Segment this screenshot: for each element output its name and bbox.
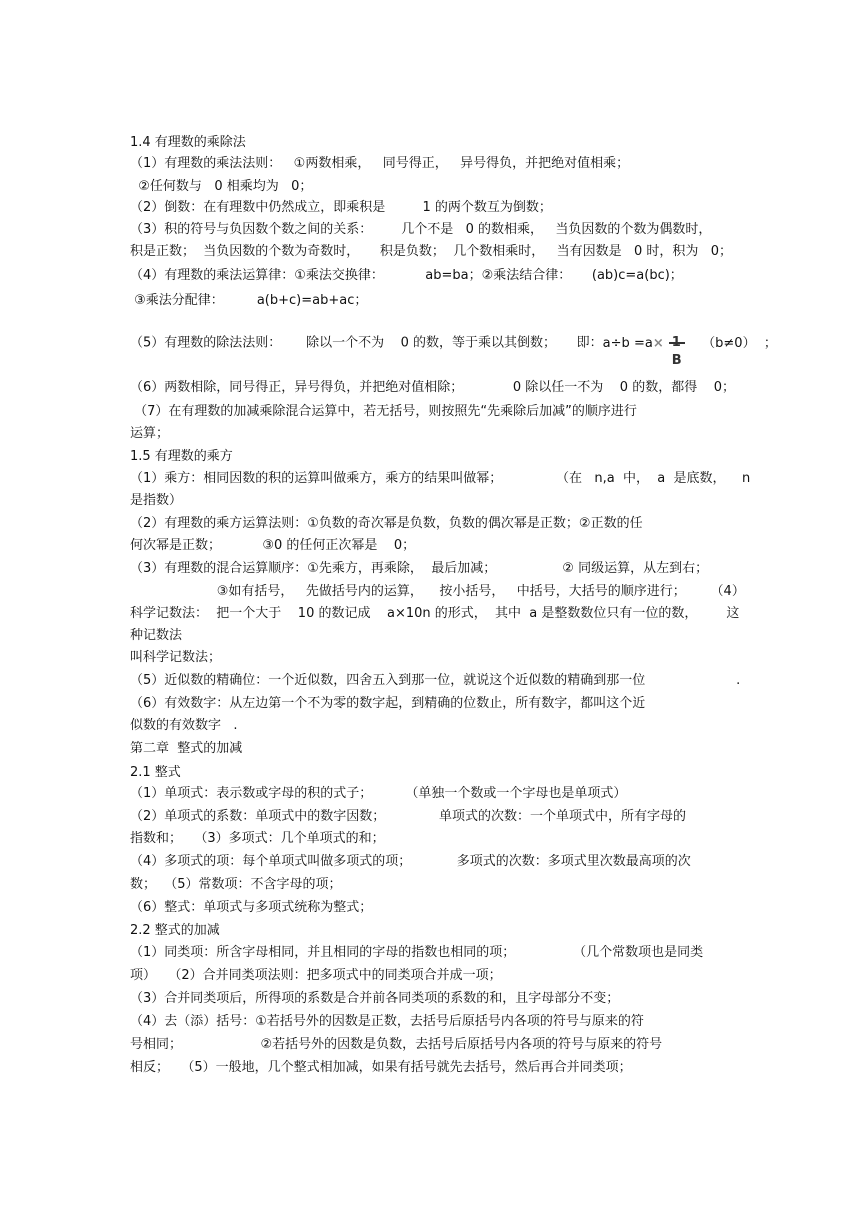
text-line: 1.5 有理数的乘方 <box>130 449 233 464</box>
formula-lhs: a <box>602 335 611 351</box>
text-line: （1）同类项：所含字母相同，并且相同的字母的指数也相同的项； （几个常数项也是同类 <box>130 945 704 960</box>
text-line: ③乘法分配律： a(b+c)=ab+ac； <box>130 293 368 308</box>
text-line: 积是正数； 当负因数的个数为奇数时， 积是负数； 几个数相乘时， 当有因数是 0 时，积为 0； <box>130 244 733 259</box>
text-line: （1）乘方：相同因数的积的运算叫做乘方，乘方的结果叫做幂； （在 n,a 中， a 是底数， n <box>130 471 751 486</box>
text-line: （4）去（添）括号：①若括号外的因数是正数，去括号后原括号内各项的符号与原来的符 <box>130 1014 644 1029</box>
formula-b: b <box>621 335 630 351</box>
fraction <box>666 326 688 368</box>
text-line: （7）在有理数的加减乘除混合运算中，若无括号，则按照先“先乘除后加减”的顺序进行 <box>130 404 637 419</box>
text-line: 科学记数法： 把一个大于 10 的数记成 a×10n 的形式， 其中 a 是整数数位只有一位的数， 这 <box>130 606 740 621</box>
text-line: 相反； （5）一般地，几个整式相加减，如果有括号就先去括号，然后再合并同类项； <box>130 1060 632 1075</box>
text-line: （4）多项式的项：每个单项式叫做多项式的项； 多项式的次数：多项式里次数最高项的次 <box>130 854 691 869</box>
text-line: 1.4 有理数的乘除法 <box>130 135 246 150</box>
text-line: 项） （2）合并同类项法则：把多项式中的同类项合并成一项； <box>130 968 502 983</box>
text-line: （2）单项式的系数：单项式中的数字因数； 单项式的次数：一个单项式中，所有字母的 <box>130 809 686 824</box>
text-line: （6）有效数字：从左边第一个不为零的数字起，到精确的位数止，所有数字，都叫这个近 <box>130 696 646 711</box>
formula-neq: ≠ <box>723 335 735 351</box>
formula-den: B <box>671 353 682 368</box>
text-line: ②任何数与 0 相乘均为 0； <box>130 179 313 194</box>
text-line: （6）整式：单项式与多项式统称为整式； <box>130 900 373 915</box>
text-line: （6）两数相除，同号得正，异号得负，并把绝对值相除； 0 除以任一不为 0 的数，都得 0； <box>130 380 735 395</box>
formula-cond-open: （b <box>702 335 724 351</box>
text-line: 号相同； ②若括号外的因数是负数，去括号后原括号内各项的符号与原来的符号 <box>130 1037 663 1052</box>
formula-cond-close: 0） ； <box>734 335 777 351</box>
text-line: ③如有括号， 先做括号内的运算， 按小括号， 中括号，大括号的顺序进行； （4） <box>130 584 745 599</box>
formula-div: ÷ <box>610 335 622 351</box>
text-line: 2.2 整式的加减 <box>130 923 220 938</box>
text-line: 运算； <box>130 426 170 441</box>
text-line: 2.1 整式 <box>130 765 181 780</box>
text-line: 叫科学记数法； <box>130 650 222 665</box>
text-line: 第二章 整式的加减 <box>130 741 243 756</box>
text-line: （4）有理数的乘法运算律：①乘法交换律： ab=ba；②乘法结合律： (ab)c=a(bc)； <box>130 268 683 283</box>
text-line: 种记数法 <box>130 628 183 643</box>
text-line: （3）有理数的混合运算顺序：①先乘方，再乘除， 最后加减； ② 同级运算，从左到右； <box>130 561 709 576</box>
text-line: 何次幂是正数； ③0 的任何正次幂是 0； <box>130 538 416 553</box>
text-line: 数； （5）常数项：不含字母的项； <box>130 877 342 892</box>
text-line: （5）有理数的除法法则： 除以一个不为 0 的数，等于乘以其倒数； 即：a÷b =a× B （b≠0） ； <box>130 326 777 361</box>
text-line: （1）单项式：表示数或字母的积的式子； （单独一个数或一个字母也是单项式） <box>130 786 627 801</box>
text-line: 指数和； （3）多项式：几个单项式的和； <box>130 831 385 846</box>
formula-eq: =a <box>633 335 653 351</box>
text-line: （5）近似数的精确位：一个近似数，四舍五入到那一位，就说这个近似数的精确到那一位 . <box>130 673 741 688</box>
text-line: 是指数） <box>130 493 183 508</box>
text-line: 似数的有效数字 . <box>130 718 238 733</box>
text-line: （3）合并同类项后，所得项的系数是合并前各同类项的系数的和，且字母部分不变； <box>130 991 620 1006</box>
text-line: （2）倒数：在有理数中仍然成立，即乘积是 1 的两个数互为倒数； <box>130 200 552 215</box>
text-line: （3）积的符号与负因数个数之间的关系： 几个不是 0 的数相乘， 当负因数的个数为偶数时， <box>130 222 712 237</box>
formula-times: × <box>652 335 664 351</box>
division-formula <box>602 335 777 368</box>
text-line: （2）有理数的乘方运算法则：①负数的奇次幂是负数，负数的偶次幂是正数；②正数的任 <box>130 516 643 531</box>
text-line: （1）有理数的乘法法则： ①两数相乘， 同号得正， 异号得负，并把绝对值相乘； <box>130 156 630 171</box>
